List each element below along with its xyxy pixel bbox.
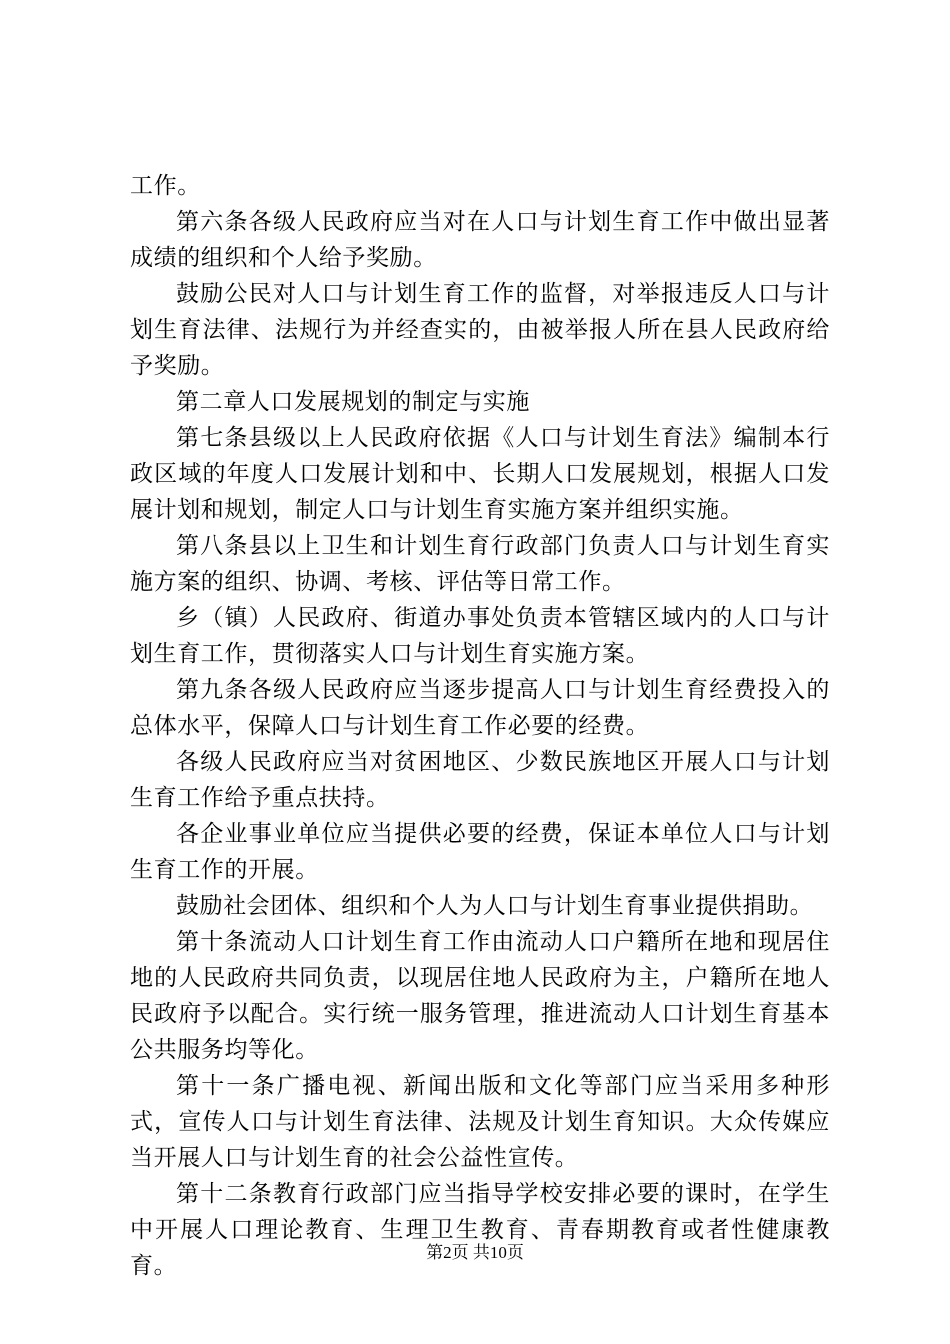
paragraph-township-duty: 乡（镇）人民政府、街道办事处负责本管辖区域内的人口与计划生育工作，贯彻落实人口与计划生育实施方案。 xyxy=(130,605,830,667)
paragraph-article-11: 第十一条广播电视、新闻出版和文化等部门应当采用多种形式，宣传人口与计划生育法律、法规及计划生育知识。大众传媒应当开展人口与计划生育的社会公益性宣传。 xyxy=(130,1073,830,1171)
paragraph-donation: 鼓励社会团体、组织和个人为人口与计划生育事业提供捐助。 xyxy=(176,893,814,919)
paragraph-article-6: 第六条各级人民政府应当对在人口与计划生育工作中做出显著成绩的组织和个人给予奖励。 xyxy=(130,209,830,271)
chapter-heading: 第二章人口发展规划的制定与实施 xyxy=(176,389,530,415)
paragraph-article-7: 第七条县级以上人民政府依据《人口与计划生育法》编制本行政区域的年度人口发展计划和中、长期人口发展规划，根据人口发展计划和规划，制定人口与计划生育实施方案并组织实施。 xyxy=(130,425,830,523)
paragraph-enterprise-funding: 各企业事业单位应当提供必要的经费，保证本单位人口与计划生育工作的开展。 xyxy=(130,821,830,883)
paragraph-continuation: 工作。 xyxy=(130,173,201,199)
paragraph-article-8: 第八条县以上卫生和计划生育行政部门负责人口与计划生育实施方案的组织、协调、考核、评估等日常工作。 xyxy=(130,533,830,595)
paragraph-poverty-support: 各级人民政府应当对贫困地区、少数民族地区开展人口与计划生育工作给予重点扶持。 xyxy=(130,749,830,811)
paragraph-article-10: 第十条流动人口计划生育工作由流动人口户籍所在地和现居住地的人民政府共同负责，以现居住地人民政府为主，户籍所在地人民政府予以配合。实行统一服务管理，推进流动人口计划生育基本公共服务均等化。 xyxy=(130,929,830,1063)
page-number-footer: 第2页 共10页 xyxy=(426,1243,524,1262)
paragraph-supervision-reward: 鼓励公民对人口与计划生育工作的监督，对举报违反人口与计划生育法律、法规行为并经查实的，由被举报人所在县人民政府给予奖励。 xyxy=(130,281,830,379)
document-body xyxy=(130,168,830,1284)
paragraph-article-12: 第十二条教育行政部门应当指导学校安排必要的课时，在学生中开展人口理论教育、生理卫生教育、青春期教育或者性健康教育。 xyxy=(130,1181,830,1279)
paragraph-article-9: 第九条各级人民政府应当逐步提高人口与计划生育经费投入的总体水平，保障人口与计划生育工作必要的经费。 xyxy=(130,677,830,739)
